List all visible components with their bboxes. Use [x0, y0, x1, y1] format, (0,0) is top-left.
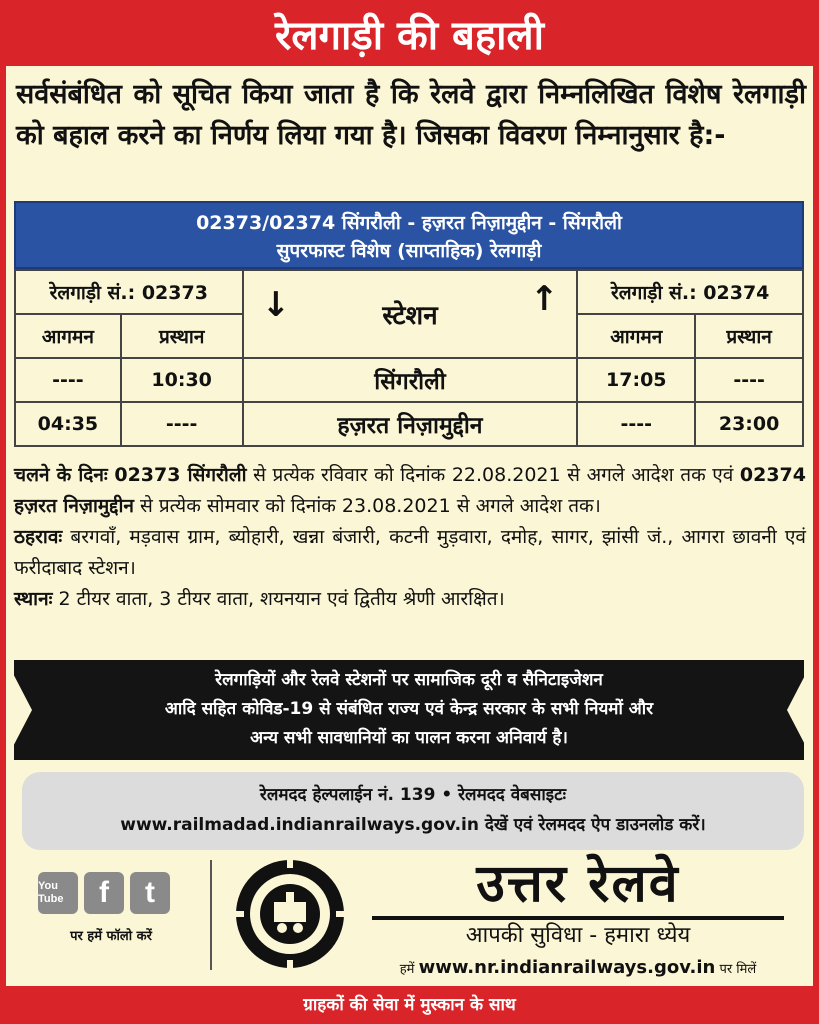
class-label: स्थानः — [14, 588, 53, 610]
brand-tagline: आपकी सुविधा - हमारा ध्येय — [465, 923, 691, 948]
class-text: 2 टीयर वाता, 3 टीयर वाता, शयनयान एवं द्वितीय श्रेणी आरक्षित। — [58, 588, 505, 610]
brand-website — [352, 954, 804, 984]
station-cell: सिंगरौली — [243, 358, 578, 402]
brand-block — [352, 852, 804, 984]
youtube-icon[interactable]: You Tube — [38, 872, 78, 914]
train-heading-line2: सुपरफास्ट विशेष (साप्ताहिक) रेलगाड़ी — [276, 240, 542, 262]
days-label: चलने के दिनः — [14, 464, 108, 486]
brand-underline — [372, 916, 784, 920]
departure-cell: 10:30 — [121, 358, 243, 402]
running-days — [14, 460, 806, 522]
divider — [210, 860, 212, 970]
down-arrow-icon: ↓ — [261, 285, 291, 325]
details-block — [14, 460, 806, 615]
social-block — [38, 872, 184, 944]
arrival-cell: ---- — [577, 402, 695, 446]
helpline-box — [22, 772, 804, 850]
notice-notch-right — [787, 660, 813, 760]
train-heading-line1: 02373/02374 सिंगरौली - हज़रत निज़ामुद्दीन - सिंगरौली — [196, 212, 622, 234]
footer-tagline: ग्राहकों की सेवा में मुस्कान के साथ — [0, 986, 819, 1024]
poster-title: रेलगाड़ी की बहाली — [0, 0, 819, 66]
departure-cell: ---- — [121, 402, 243, 446]
timetable — [14, 269, 804, 447]
stoppages — [14, 522, 806, 584]
arrival-cell: 17:05 — [577, 358, 695, 402]
departure-header-left: प्रस्थान — [121, 314, 243, 358]
up-arrow-icon: ↑ — [529, 279, 559, 319]
days-train2: 02374 हज़रत निज़ामुद्दीन — [14, 464, 806, 517]
facebook-icon[interactable]: f — [84, 872, 124, 914]
station-header: स्टेशन — [382, 301, 438, 331]
follow-label: पर हमें फॉलो करें — [70, 929, 152, 944]
notice-line3: अन्य सभी सावधानियों का पालन करना अनिवार्य है। — [250, 728, 568, 748]
station-cell: हज़रत निज़ामुद्दीन — [243, 402, 578, 446]
web-url[interactable]: www.nr.indianrailways.gov.in — [418, 957, 716, 978]
departure-cell: ---- — [695, 358, 803, 402]
departure-header-right: प्रस्थान — [695, 314, 803, 358]
intro-text: सर्वसंबंधित को सूचित किया जाता है कि रेलवे द्वारा निम्नलिखित विशेष रेलगाड़ी को बहाल करने का निर्णय लिया गया है। जिसका विवरण निम्नानुसार है:- — [16, 79, 806, 151]
train-heading — [14, 201, 804, 269]
covid-notice — [14, 660, 804, 760]
arrival-header-left: आगमन — [15, 314, 121, 358]
arrival-header-right: आगमन — [577, 314, 695, 358]
days-text2: से प्रत्येक सोमवार को दिनांक 23.08.2021 से अगले आदेश तक। — [139, 495, 601, 517]
arrival-cell: 04:35 — [15, 402, 121, 446]
twitter-icon[interactable]: t — [130, 872, 170, 914]
helpline-line2[interactable]: www.railmadad.indianrailways.gov.in देखें एवं रेलमदद ऐप डाउनलोड करें। — [120, 815, 706, 835]
stops-label: ठहरावः — [14, 526, 63, 548]
days-text1: से प्रत्येक रविवार को दिनांक 22.08.2021 से अगले आदेश तक एवं — [253, 464, 734, 486]
stops-text: बरगवाँ, मड़वास ग्राम, ब्योहारी, खन्ना बंजारी, कटनी मुड़वारा, दमोह, सागर, झांसी जं., आगरा छावनी एवं फरीदाबाद स्टेशन। — [14, 526, 806, 579]
notice-line1: रेलगाड़ियों और रेलवे स्टेशनों पर सामाजिक दूरी व सैनिटाइजेशन — [215, 670, 603, 690]
brand-name: उत्तर रेलवे — [476, 854, 680, 914]
station-header-cell — [243, 270, 578, 358]
departure-cell: 23:00 — [695, 402, 803, 446]
table-row — [15, 402, 803, 446]
left-train-number: रेलगाड़ी सं.: 02373 — [15, 270, 243, 314]
web-suffix: पर मिलें — [719, 962, 757, 977]
helpline-line1: रेलमदद हेल्पलाईन नं. 139 • रेलमदद वेबसाइटः — [259, 785, 567, 805]
arrival-cell: ---- — [15, 358, 121, 402]
notice-line2: आदि सहित कोविड-19 से संबंधित राज्य एवं केन्द्र सरकार के सभी नियमों और — [164, 699, 654, 719]
railway-emblem-icon — [234, 858, 346, 970]
web-prefix: हमें — [399, 962, 415, 977]
right-train-number: रेलगाड़ी सं.: 02374 — [577, 270, 803, 314]
table-row — [15, 358, 803, 402]
notice-notch-left — [6, 660, 32, 760]
coach-classes — [14, 584, 806, 615]
days-train1: 02373 सिंगरौली — [114, 464, 247, 486]
